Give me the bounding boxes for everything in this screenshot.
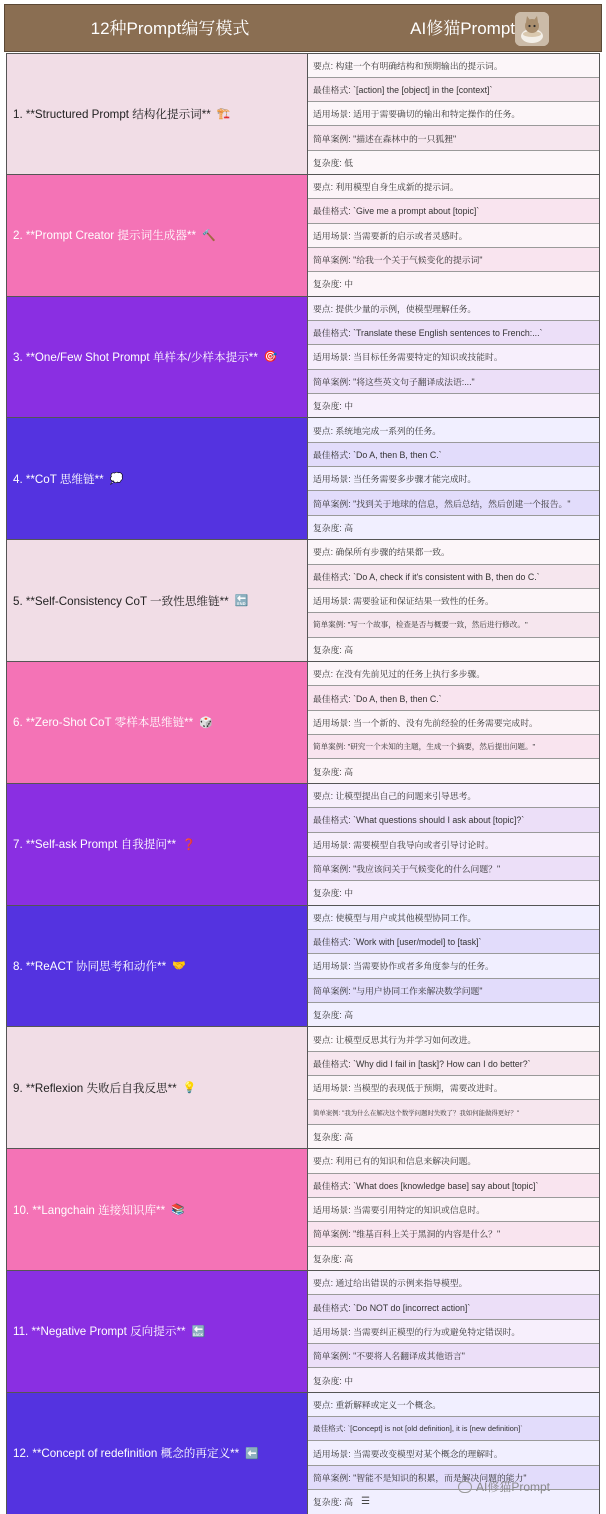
pattern-title-cell — [6, 540, 308, 661]
pattern-detail-text: 要点: 系统地完成一系列的任务。 — [313, 425, 442, 436]
pattern-title-cell — [6, 1271, 308, 1392]
pattern-detail-text: 复杂度: 高 — [313, 1497, 354, 1508]
pattern-detail-row — [308, 199, 599, 223]
pattern-detail-text: 简单案例: "我应该问关于气候变化的什么问题？" — [313, 864, 501, 875]
pattern-section — [6, 1027, 600, 1149]
pattern-detail-row — [308, 1100, 599, 1124]
pattern-title-cell — [6, 1393, 308, 1514]
pattern-detail-row — [308, 857, 599, 881]
pattern-detail-text: 最佳格式: `Do NOT do [incorrect action]` — [313, 1302, 471, 1313]
pattern-detail-row — [308, 613, 599, 637]
pattern-detail-row — [308, 1003, 599, 1026]
pattern-title: 2. **Prompt Creator 提示词生成器** — [13, 229, 196, 243]
pattern-detail-text: 简单案例: "描述在森林中的一只狐狸" — [313, 133, 457, 144]
pattern-detail-cell — [308, 1149, 600, 1270]
pattern-detail-text: 适用场景: 当任务需要多步骤才能完成时。 — [313, 474, 477, 485]
pattern-detail-row — [308, 102, 599, 126]
pattern-detail-text: 最佳格式: `Do A, then B, then C.` — [313, 693, 442, 704]
pattern-detail-text: 适用场景: 当目标任务需要特定的知识或技能时。 — [313, 352, 503, 363]
pattern-detail-row — [308, 638, 599, 661]
prompt-patterns-table — [6, 53, 600, 1514]
pattern-detail-row — [308, 443, 599, 467]
pattern-detail-row — [308, 1052, 599, 1076]
pattern-emoji-icon: 💭 — [109, 473, 124, 486]
pattern-emoji-icon: ❓ — [182, 838, 196, 851]
pattern-section — [6, 784, 600, 906]
pattern-detail-row — [308, 1466, 599, 1490]
pattern-detail-row — [308, 930, 599, 954]
pattern-detail-text: 复杂度: 中 — [313, 888, 354, 899]
pattern-detail-row — [308, 759, 599, 782]
pattern-detail-text: 适用场景: 当需要引用特定的知识或信息时。 — [313, 1205, 486, 1216]
pattern-title: 9. **Reflexion 失败后自我反思** — [13, 1081, 177, 1095]
pattern-detail-row — [308, 54, 599, 78]
pattern-detail-row — [308, 808, 599, 832]
pattern-detail-text: 适用场景: 当需要纠正模型的行为或避免特定错误时。 — [313, 1326, 521, 1337]
pattern-title-cell — [6, 297, 308, 418]
pattern-detail-text: 要点: 在没有先前见过的任务上执行多步骤。 — [313, 669, 486, 680]
pattern-detail-row — [308, 1344, 599, 1368]
pattern-title: 5. **Self-Consistency CoT 一致性思维链** — [13, 594, 229, 608]
pattern-detail-text: 复杂度: 高 — [313, 1131, 354, 1142]
pattern-title: 1. **Structured Prompt 结构化提示词** — [13, 107, 211, 121]
pattern-detail-row — [308, 979, 599, 1003]
pattern-detail-cell — [308, 297, 600, 418]
pattern-detail-cell — [308, 54, 600, 174]
pattern-title: 4. **CoT 思维链** — [13, 472, 104, 486]
pattern-detail-text: 适用场景: 当需要新的启示或者灵感时。 — [313, 230, 468, 241]
pattern-detail-text: 简单案例: "写一个故事，检查是否与概要一致，然后进行修改。" — [313, 620, 528, 630]
pattern-detail-text: 简单案例: "维基百科上关于黑洞的内容是什么？" — [313, 1229, 501, 1240]
pattern-detail-cell — [308, 175, 600, 296]
pattern-detail-text: 要点: 让模型反思其行为并学习如何改进。 — [313, 1034, 477, 1045]
pattern-detail-text: 适用场景: 当模型的表现低于预期，需要改进时。 — [313, 1083, 503, 1094]
pattern-detail-text: 要点: 利用模型自身生成新的提示词。 — [313, 181, 459, 192]
pattern-detail-text: 复杂度: 中 — [313, 1375, 354, 1386]
pattern-title: 11. **Negative Prompt 反向提示** — [13, 1325, 186, 1339]
pattern-detail-text: 适用场景: 需要验证和保证结果一致性的任务。 — [313, 596, 494, 607]
pattern-detail-row — [308, 1076, 599, 1100]
pattern-emoji-icon: 🤝 — [172, 960, 186, 973]
brand-name: AI修猫Prompt — [410, 19, 515, 38]
pattern-detail-text: 要点: 重新解释或定义一个概念。 — [313, 1399, 442, 1410]
pattern-detail-row — [308, 1320, 599, 1344]
pattern-title: 8. **ReACT 协同思考和动作** — [13, 959, 167, 973]
pattern-detail-row — [308, 151, 599, 174]
pattern-detail-row — [308, 175, 599, 199]
pattern-detail-text: 适用场景: 当需要改变模型对某个概念的理解时。 — [313, 1448, 503, 1459]
pattern-section — [6, 906, 600, 1028]
pattern-title: 6. **Zero-Shot CoT 零样本思维链** — [13, 716, 194, 730]
pattern-detail-row — [308, 418, 599, 442]
pattern-detail-row — [308, 248, 599, 272]
pattern-detail-row — [308, 1027, 599, 1051]
pattern-detail-row — [308, 78, 599, 102]
pattern-title: 12. **Concept of redefinition 概念的再定义** — [13, 1447, 240, 1461]
pattern-emoji-icon: 🎯 — [263, 351, 278, 364]
pattern-detail-cell — [308, 540, 600, 661]
pattern-title-cell — [6, 784, 308, 905]
pattern-detail-row — [308, 565, 599, 589]
watermark-text: AI修猫Prompt — [476, 1480, 551, 1494]
pattern-title-cell — [6, 54, 308, 174]
pattern-detail-row — [308, 589, 599, 613]
pattern-detail-row — [308, 516, 599, 539]
page-title: 12种Prompt编写模式 — [90, 19, 250, 38]
pattern-detail-text: 简单案例: "我为什么在解决这个数学问题时失败了？我如何能做得更好？" — [313, 1109, 520, 1117]
pattern-detail-text: 要点: 通过给出错误的示例来指导模型。 — [313, 1278, 468, 1289]
pattern-detail-text: 最佳格式: `What questions should I ask about [topic]?` — [313, 815, 525, 826]
pattern-detail-text: 要点: 构建一个有明确结构和预期输出的提示词。 — [313, 61, 503, 72]
pattern-detail-row — [308, 1368, 599, 1391]
pattern-section — [6, 418, 600, 540]
pattern-title-cell — [6, 1149, 308, 1270]
pattern-detail-text: 要点: 确保所有步骤的结果都一致。 — [313, 547, 450, 558]
pattern-detail-text: 简单案例: "找到关于地球的信息，然后总结，然后创建一个报告。" — [313, 498, 571, 509]
pattern-detail-text: 简单案例: "研究一个未知的主题，生成一个摘要，然后提出问题。" — [313, 742, 536, 752]
pattern-detail-row — [308, 1247, 599, 1270]
pattern-detail-text: 最佳格式: `Work with [user/model] to [task]` — [313, 937, 482, 948]
pattern-detail-text: 简单案例: "给我一个关于气候变化的提示词" — [313, 255, 483, 266]
pattern-detail-row — [308, 467, 599, 491]
pattern-emoji-icon: 🔙 — [191, 1325, 206, 1338]
pattern-emoji-icon: 📚 — [171, 1204, 185, 1217]
pattern-section — [6, 662, 600, 784]
pattern-emoji-icon: ⬅️ — [245, 1447, 259, 1460]
pattern-detail-row — [308, 906, 599, 930]
pattern-detail-cell — [308, 1271, 600, 1392]
pattern-detail-cell — [308, 906, 600, 1027]
pattern-section — [6, 53, 600, 175]
pattern-detail-row — [308, 370, 599, 394]
pattern-detail-text: 适用场景: 当一个新的、没有先前经验的任务需要完成时。 — [313, 717, 538, 728]
pattern-emoji-icon: 🎲 — [199, 716, 213, 729]
pattern-detail-text: 复杂度: 高 — [313, 1253, 354, 1264]
pattern-detail-text: 最佳格式: `Why did I fail in [task]? How can I do better?` — [313, 1058, 531, 1069]
pattern-detail-row — [308, 272, 599, 295]
pattern-detail-row — [308, 540, 599, 564]
pattern-detail-text: 简单案例: "不要将人名翻译成其他语言" — [313, 1351, 465, 1362]
pattern-detail-text: 要点: 提供少量的示例，使模型理解任务。 — [313, 303, 477, 314]
pattern-section — [6, 175, 600, 297]
pattern-detail-text: 复杂度: 高 — [313, 766, 354, 777]
pattern-detail-row — [308, 954, 599, 978]
header-bar — [4, 4, 602, 52]
pattern-detail-cell — [308, 1393, 600, 1514]
pattern-detail-text: 复杂度: 中 — [313, 401, 354, 412]
pattern-detail-row — [308, 1149, 599, 1173]
watermark — [458, 1478, 550, 1495]
pattern-detail-text: 简单案例: "智能不是知识的积累，而是解决问题的能力" — [313, 1473, 527, 1484]
pattern-detail-text: 复杂度: 高 — [313, 1010, 354, 1021]
pattern-detail-text: 简单案例: "将这些英文句子翻译成法语:..." — [313, 376, 475, 387]
pattern-detail-row — [308, 1174, 599, 1198]
pattern-detail-text: 要点: 利用已有的知识和信息来解决问题。 — [313, 1156, 477, 1167]
pattern-detail-row — [308, 1222, 599, 1246]
pattern-detail-row — [308, 1441, 599, 1465]
pattern-title: 3. **One/Few Shot Prompt 单样本/少样本提示** — [13, 350, 258, 364]
pattern-detail-row — [308, 1490, 599, 1513]
pattern-detail-text: 复杂度: 高 — [313, 523, 354, 533]
cat-avatar-icon — [515, 12, 549, 46]
pattern-detail-text: 最佳格式: `Translate these English sentences to French:...` — [313, 328, 543, 339]
pattern-emoji-icon: 🏗️ — [216, 108, 231, 121]
pattern-detail-row — [308, 394, 599, 417]
pattern-section — [6, 1149, 600, 1271]
pattern-emoji-icon: 🔚 — [234, 595, 249, 608]
pattern-detail-text: 适用场景: 适用于需要确切的输出和特定操作的任务。 — [313, 109, 521, 120]
pattern-title: 10. **Langchain 连接知识库** — [13, 1203, 166, 1217]
pattern-detail-row — [308, 1198, 599, 1222]
pattern-detail-row — [308, 1417, 599, 1441]
pattern-section — [6, 1271, 600, 1393]
pattern-title: 7. **Self-ask Prompt 自我提问** — [13, 838, 177, 852]
pattern-detail-text: 要点: 使模型与用户或其他模型协同工作。 — [313, 912, 477, 923]
pattern-detail-row — [308, 662, 599, 686]
pattern-detail-text: 适用场景: 当需要协作或者多角度参与的任务。 — [313, 961, 494, 972]
pattern-detail-text: 最佳格式: `[action] the [object] in the [context]` — [313, 85, 493, 96]
pattern-detail-text: 复杂度: 高 — [313, 644, 354, 655]
pattern-detail-row — [308, 686, 599, 710]
pattern-detail-cell — [308, 418, 600, 539]
pattern-detail-row — [308, 321, 599, 345]
pattern-detail-text: 最佳格式: `Do A, then B, then C.` — [313, 449, 442, 460]
pattern-detail-row — [308, 1393, 599, 1417]
pattern-detail-row — [308, 297, 599, 321]
menu-lines-icon: ☰ — [361, 1496, 371, 1508]
pattern-detail-text: 复杂度: 中 — [313, 279, 354, 290]
pattern-emoji-icon: 💡 — [182, 1082, 197, 1095]
pattern-detail-row — [308, 491, 599, 515]
pattern-section — [6, 540, 600, 662]
pattern-detail-cell — [308, 784, 600, 905]
wechat-icon — [458, 1481, 472, 1493]
pattern-detail-row — [308, 881, 599, 904]
pattern-detail-row — [308, 126, 599, 150]
pattern-detail-row — [308, 833, 599, 857]
pattern-detail-row — [308, 784, 599, 808]
pattern-detail-row — [308, 1125, 599, 1148]
pattern-detail-text: 最佳格式: `Do A, check if it's consistent with B, then do C.` — [313, 571, 540, 582]
pattern-title-cell — [6, 906, 308, 1027]
pattern-title-cell — [6, 662, 308, 783]
pattern-detail-cell — [308, 662, 600, 783]
pattern-emoji-icon: 🔨 — [201, 229, 216, 242]
pattern-title-cell — [6, 418, 308, 539]
pattern-detail-row — [308, 711, 599, 735]
pattern-title-cell — [6, 175, 308, 296]
pattern-detail-text: 要点: 让模型提出自己的问题来引导思考。 — [313, 790, 477, 801]
pattern-detail-text: 适用场景: 需要模型自我导向或者引导讨论时。 — [313, 839, 494, 850]
pattern-title-cell — [6, 1027, 308, 1148]
pattern-detail-row — [308, 735, 599, 759]
pattern-detail-text: 最佳格式: `Give me a prompt about [topic]` — [313, 206, 480, 217]
pattern-detail-text: 简单案例: "与用户协同工作来解决数学问题" — [313, 985, 483, 996]
pattern-detail-text: 最佳格式: `[Concept] is not [old definition], it is [new definition]` — [313, 1424, 523, 1434]
pattern-section — [6, 1393, 600, 1514]
pattern-detail-row — [308, 224, 599, 248]
pattern-detail-row — [308, 345, 599, 369]
pattern-detail-cell — [308, 1027, 600, 1148]
pattern-detail-text: 最佳格式: `What does [knowledge base] say about [topic]` — [313, 1180, 539, 1191]
pattern-detail-text: 复杂度: 低 — [313, 157, 354, 168]
pattern-detail-row — [308, 1295, 599, 1319]
pattern-detail-row — [308, 1271, 599, 1295]
pattern-section — [6, 297, 600, 419]
